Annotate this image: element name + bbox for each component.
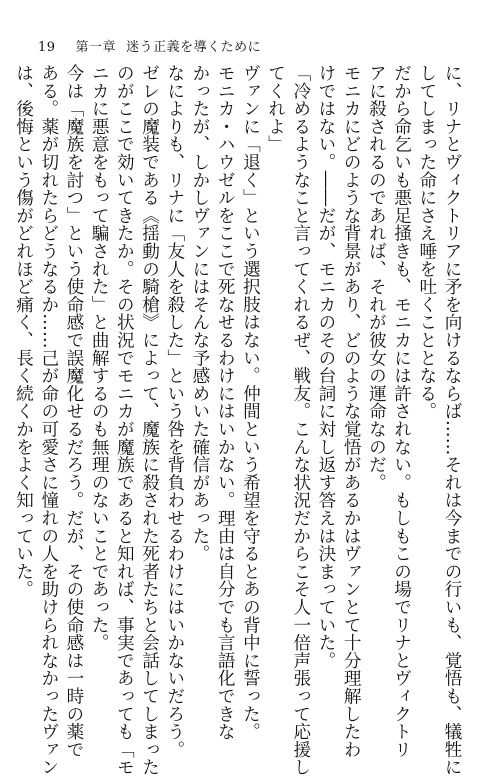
- text-line: だから命乞いも悪足掻きも、モニカには許されない。もしもこの場でリナとヴィクトリ: [391, 64, 412, 759]
- text-line: なによりも、リナに「友人を殺した」という咎を背負わせるわけにはいかないだろう。: [164, 64, 185, 759]
- text-line: アに殺されるのであれば、それが彼女の運命なのだ。: [366, 64, 387, 492]
- text-line: ある。薬が切れたらどうなるか……己が命の可愛さに憧れの人を助けられなかったヴァン: [38, 64, 59, 776]
- chapter-label: 第一章: [75, 40, 117, 55]
- page-number: 19: [38, 40, 56, 55]
- text-line: 今は「魔族を討つ」という使命感で誤魔化せるだろう。だが、その使命感は一時の薬で: [63, 64, 84, 759]
- text-line: は、後悔という傷がどれほど痛く、長く続くかをよく知っていた。: [13, 64, 34, 598]
- text-line: てくれよ」: [265, 64, 286, 153]
- text-line: けではない。――だが、モニカのその台詞に対し返す答えは決まっていた。: [315, 64, 336, 670]
- text-line: かったが、しかしヴァンにはそんな予感めいた確信があった。: [189, 64, 210, 563]
- running-header: [38, 36, 261, 55]
- text-line: してしまった命にさえ唾を吐くこととなる。: [416, 64, 437, 420]
- text-line: ニカに悪意をもって騙された」と曲解するのも無理のないことであった。: [89, 64, 110, 652]
- text-line: に、リナとヴィクトリアに矛を向けるならば……それは今までの行いも、覚悟も、犠牲に: [442, 64, 462, 776]
- text-line: のがここで効いてきたか。その状況でモニカが魔族であると知れば、事実であっても「モ: [114, 64, 135, 776]
- text-line: ヴァンに「退く」という選択肢はない。仲間という希望を守るとあの背中に誓った。: [240, 64, 261, 741]
- text-line: ゼレの魔装である《揺動の騎槍》によって、魔族に殺された死者たちと会話してしまった: [139, 64, 160, 776]
- vertical-body-text: [10, 64, 464, 776]
- chapter-title: 迷う正義を導くために: [126, 40, 262, 55]
- text-line: モニカにどのような背景があり、どのような覚悟があるかはヴァンとて十分理解したわ: [341, 64, 362, 759]
- text-line: 「冷めるようなこと言ってくれるぜ、戦友。こんな状況だからこそ人一倍声張って応援し: [290, 64, 311, 776]
- text-line: モニカ・ハウゼルをここで死なせるわけにはいかない。理由は自分でも言語化できな: [215, 64, 236, 741]
